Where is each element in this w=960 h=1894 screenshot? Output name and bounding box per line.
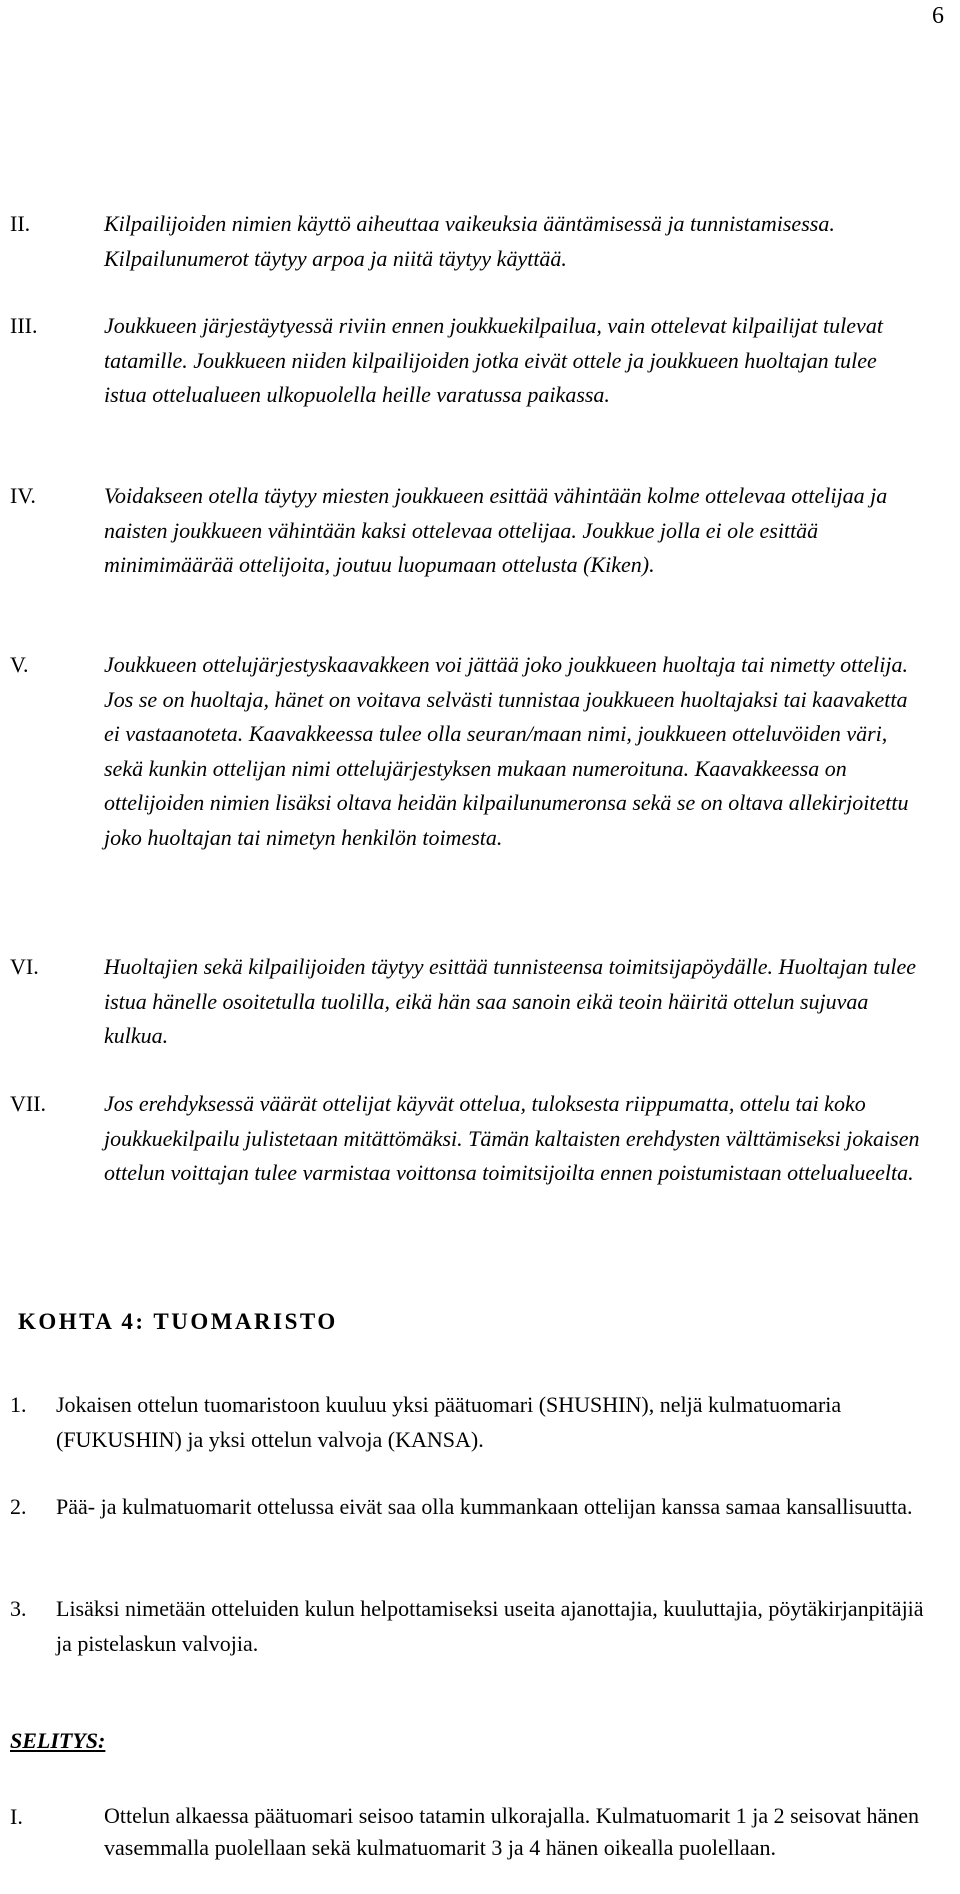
item-text: Jokaisen ottelun tuomaristoon kuuluu yksi päätuomari (SHUSHIN), neljä kulmatuomaria (FUKUSHIN) ja yksi ottelun valvoja (KANSA). — [56, 1392, 842, 1452]
rule-number: VI. — [10, 954, 39, 979]
rule-text: Joukkueen järjestäytyessä riviin ennen joukkuekilpailua, vain ottelevat kilpailijat tulevat tatamille. Joukkueen niiden kilpailijoiden jotka eivät ottele ja joukkueen huoltajan tulee istua ottelualueen ulkopuolella heille varatussa paikassa. — [104, 313, 883, 407]
item-number: 2. — [10, 1494, 27, 1519]
rule-text: Joukkueen ottelujärjestyskaavakkeen voi jättää joko joukkueen huoltaja tai nimetty ottelija. Jos se on huoltaja, hänet on voitava selvästi tunnistaa joukkueen huoltajaksi tai kaavaketta ei vastaanoteta. Kaavakkeessa tulee olla seuran/maan nimi, joukkueen otteluvöiden väri, sekä kunkin ottelijan nimi ottelujärjestyksen mukaan numeroituna. Kaavakkeessa on ottelijoiden nimien lisäksi oltava heidän kilpailunumeronsa sekä se on oltava allekirjoitettu joko huoltajan tai nimetyn henkilön toimesta. — [104, 652, 909, 850]
item-number: 3. — [10, 1596, 27, 1621]
rule-text: Kilpailijoiden nimien käyttö aiheuttaa vaikeuksia ääntämisessä ja tunnistamisessa. Kilpailunumerot täytyy arpoa ja niitä täytyy käyttää. — [104, 211, 835, 271]
page-number: 6 — [932, 3, 944, 29]
explanation-heading: SELITYS: — [10, 1728, 106, 1753]
rule-number: IV. — [10, 483, 36, 508]
rule-number: III. — [10, 313, 38, 338]
rule-number: VII. — [10, 1091, 47, 1116]
explanation-text: Ottelun alkaessa päätuomari seisoo tatamin ulkorajalla. Kulmatuomarit 1 ja 2 seisovat hänen vasemmalla puolellaan sekä kulmatuomarit 3 ja 4 hänen oikealla puolellaan. — [104, 1803, 919, 1860]
item-number: 1. — [10, 1392, 27, 1417]
rule-text: Voidakseen otella täytyy miesten joukkueen esittää vähintään kolme ottelevaa ottelijaa ja naisten joukkueen vähintään kaksi ottelevaa ottelijaa. Joukkue jolla ei ole esittää minimimäärää ottelijoita, joutuu luopumaan ottelusta (Kiken). — [104, 483, 888, 577]
rule-text: Jos erehdyksessä väärät ottelijat käyvät ottelua, tuloksesta riippumatta, ottelu tai koko joukkuekilpailu julistetaan mitättömäksi. Tämän kaltaisten erehdysten välttämiseksi jokaisen ottelun voittajan tulee varmistaa voittonsa toimitsijoilta ennen poistumistaan ottelualueelta. — [104, 1091, 920, 1185]
item-text: Lisäksi nimetään otteluiden kulun helpottamiseksi useita ajanottajia, kuuluttajia, pöytäkirjanpitäjiä ja pistelaskun valvojia. — [56, 1596, 924, 1656]
section-heading: KOHTA 4: TUOMARISTO — [18, 1309, 338, 1334]
rule-text: Huoltajien sekä kilpailijoiden täytyy esittää tunnisteensa toimitsijapöydälle. Huoltajan tulee istua hänelle osoitetulla tuolilla, eikä hän saa sanoin eikä teoin häiritä ottelun sujuvaa kulkua. — [104, 954, 917, 1048]
item-text: Pää- ja kulmatuomarit ottelussa eivät saa olla kummankaan ottelijan kanssa samaa kansallisuutta. — [56, 1494, 913, 1519]
explanation-number: I. — [10, 1804, 23, 1829]
rule-number: V. — [10, 652, 29, 677]
rule-number: II. — [10, 211, 31, 236]
